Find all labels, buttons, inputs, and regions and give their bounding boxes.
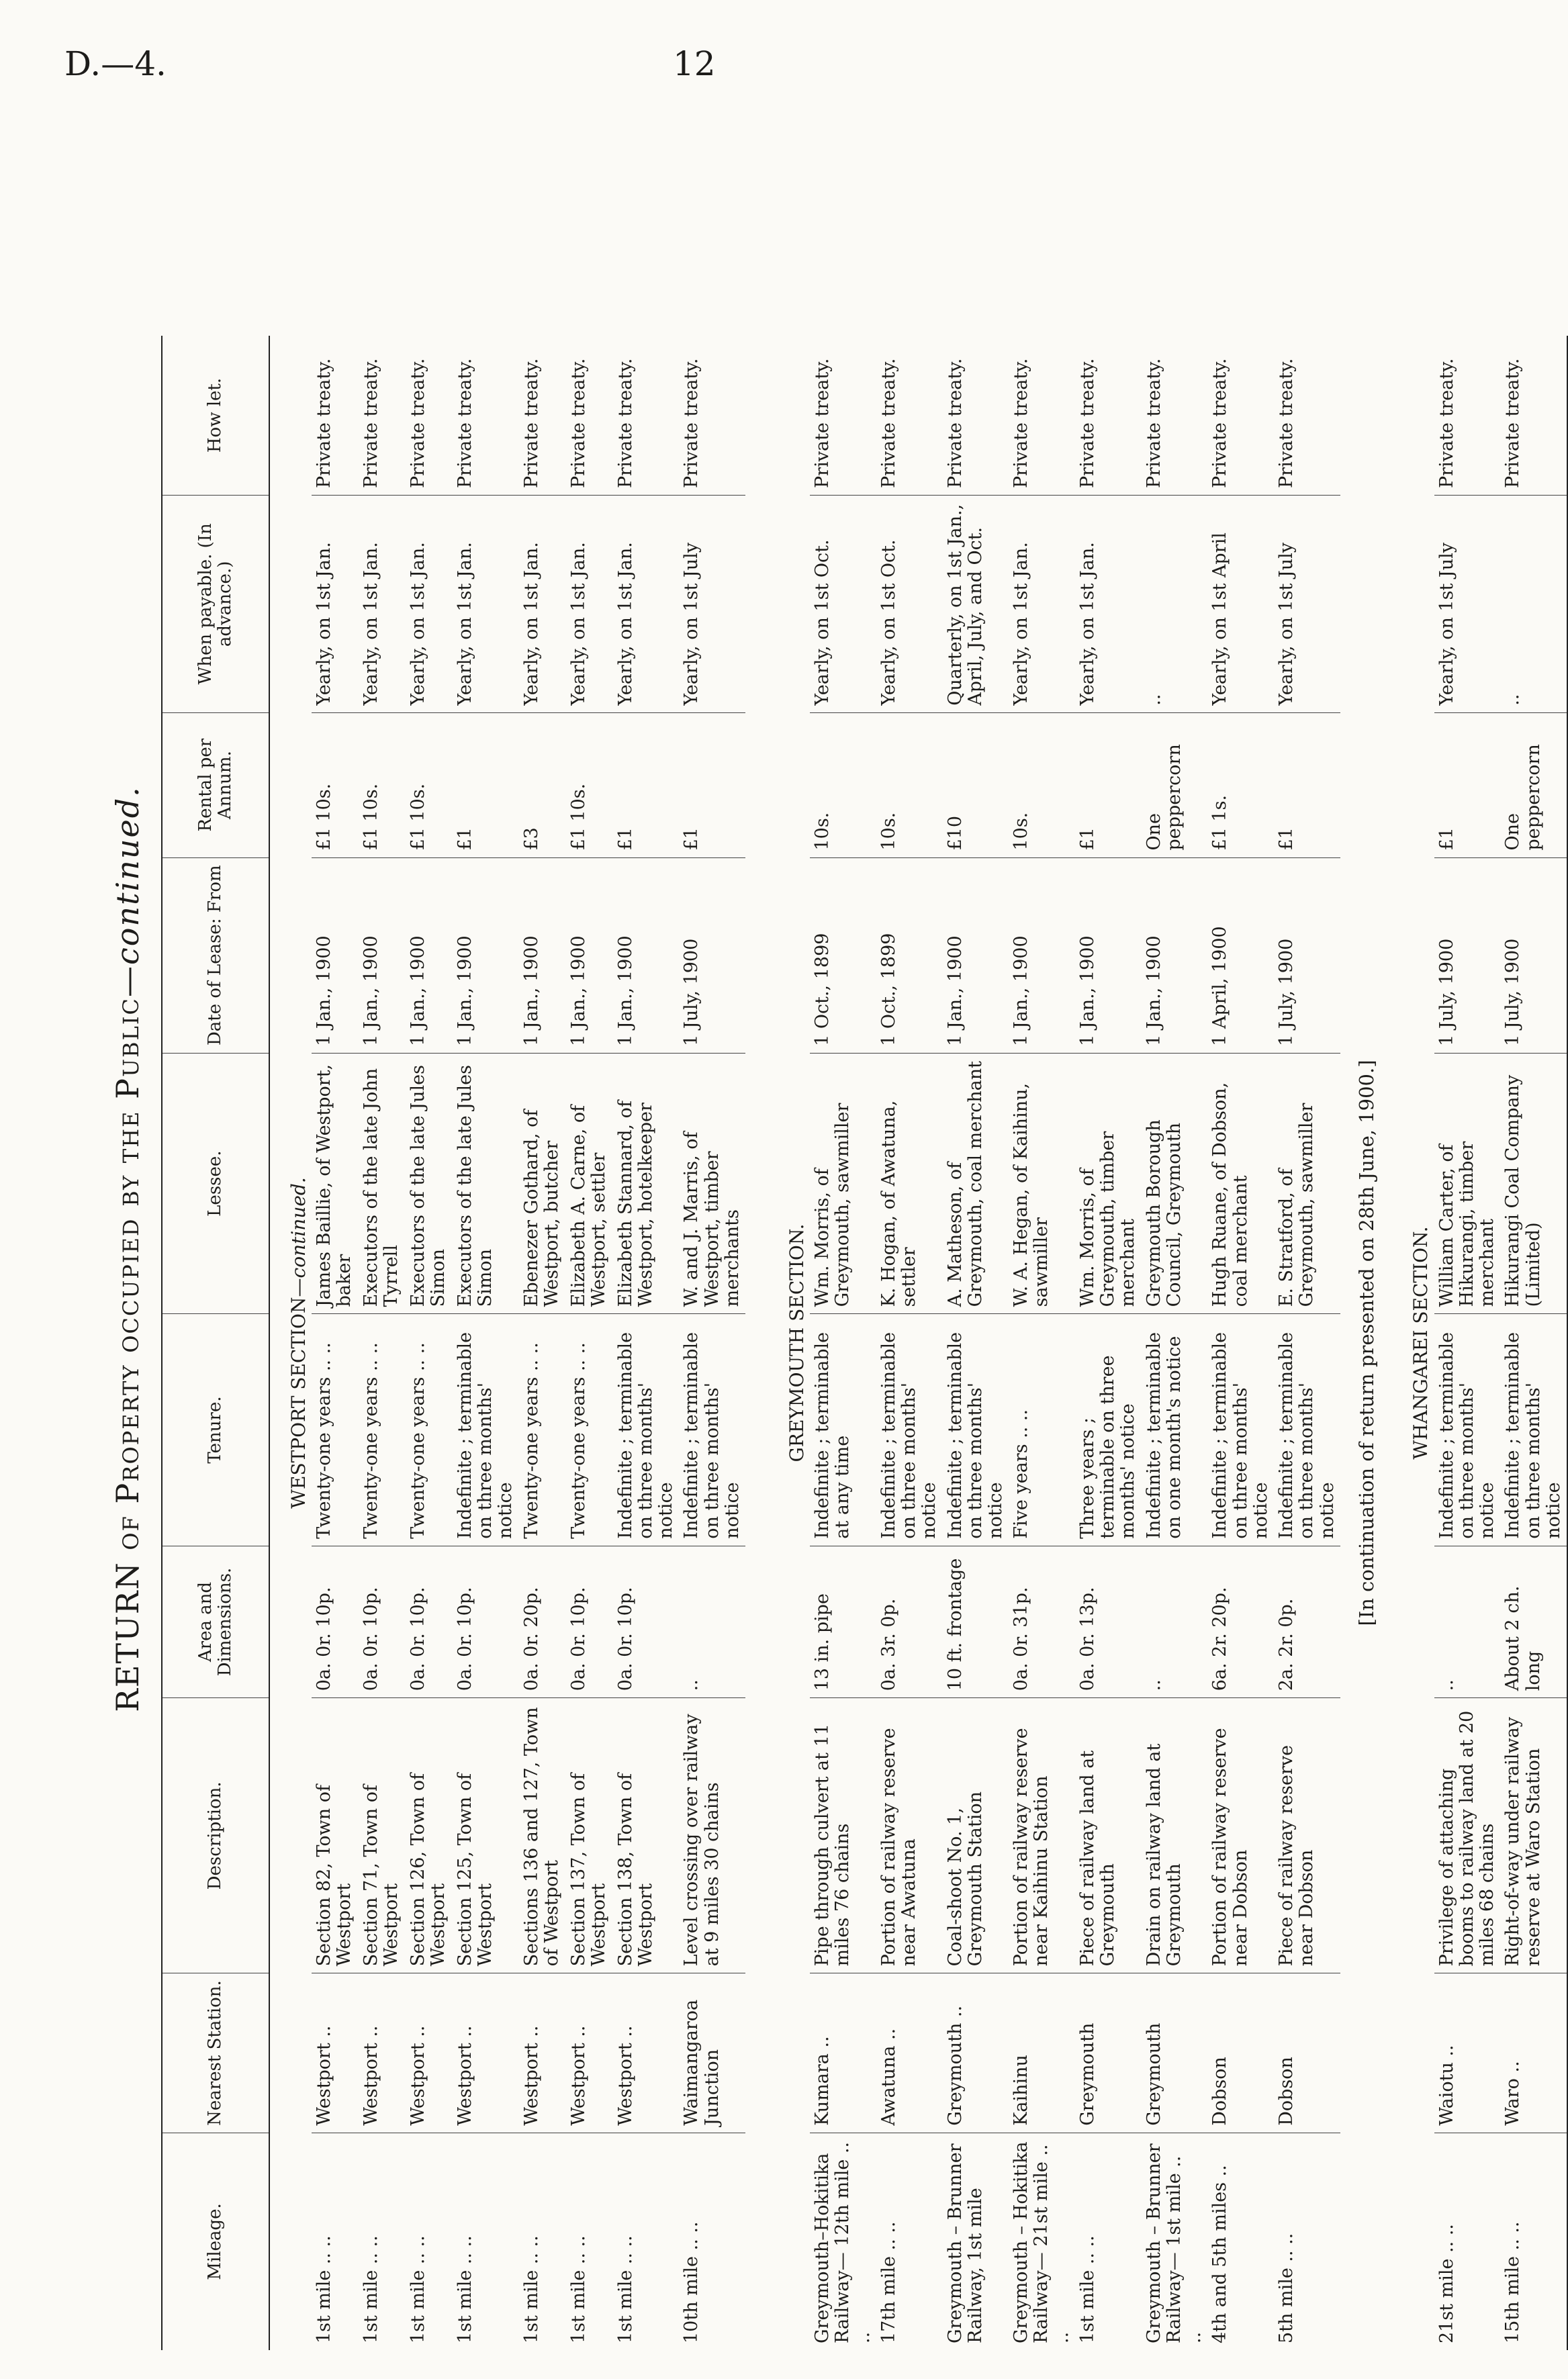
cell-description: Section 71, Town of Westport — [359, 1698, 406, 1973]
cell-lessee: Ebenezer Gothard, of Westport, butcher — [519, 1053, 566, 1313]
cell-area: 2a. 2r. 0p. — [1274, 1546, 1340, 1698]
cell-tenure: Indefinite ; terminable on three months' notice — [1274, 1314, 1340, 1546]
cell-description: Section 138, Town of Westport — [613, 1698, 680, 1973]
cell-when-payable: Yearly, on 1st Oct. — [876, 495, 943, 712]
cell-nearest-station: Greymouth — [1142, 1973, 1208, 2133]
cell-rental: £1 — [679, 712, 745, 857]
cell-area: 0a. 3r. 0p. — [876, 1546, 943, 1698]
westport-heading: WESTPORT SECTION—continued. — [287, 1177, 310, 1509]
title-suffix: continued. — [109, 786, 146, 966]
cell-lease-date: 1 Jan., 1900 — [312, 857, 359, 1053]
table-row — [406, 336, 453, 2350]
cell-tenure: Indefinite ; terminable on three months' notice — [453, 1314, 519, 1546]
cell-when-payable: Yearly, on 1st July — [1434, 495, 1501, 712]
cell-tenure: Twenty-one years .. .. — [566, 1314, 613, 1546]
table-row — [1009, 336, 1075, 2350]
cell-mileage: Greymouth–Hokitika Railway— 12th mile .. .. — [812, 2141, 874, 2343]
col-payable: When payable. (In advance.) — [162, 495, 269, 712]
table-row — [613, 336, 680, 2350]
cell-how-let: Private treaty. — [943, 336, 1009, 495]
cell-how-let: Private treaty. — [876, 336, 943, 495]
cell-lessee: A. Matheson, of Greymouth, coal merchant — [943, 1053, 1009, 1313]
cell-lessee: K. Hogan, of Awatuna, settler — [876, 1053, 943, 1313]
col-nearest-station: Nearest Station. — [162, 1973, 269, 2133]
cell-description: Piece of railway reserve near Dobson — [1274, 1698, 1340, 1973]
cell-nearest-station: Westport .. — [312, 1973, 359, 2133]
cell-tenure: Five years .. .. — [1009, 1314, 1075, 1546]
cell-mileage: 1st mile .. .. — [408, 2235, 428, 2343]
greymouth-heading-row — [768, 336, 810, 2350]
cell-nearest-station: Waimangaroa Junction — [679, 1973, 745, 2133]
cell-lessee: Wm. Morris, of Greymouth, sawmiller — [810, 1053, 876, 1313]
cell-when-payable: Yearly, on 1st Jan. — [1009, 495, 1075, 712]
cell-tenure: Twenty-one years .. .. — [406, 1314, 453, 1546]
cell-rental: 10s. — [876, 712, 943, 857]
cell-lessee: William Carter, of Hikurangi, timber merchant — [1434, 1053, 1501, 1313]
cell-when-payable: Yearly, on 1st April — [1207, 495, 1274, 712]
cell-rental: One peppercorn — [1142, 712, 1208, 857]
cell-lessee: James Baillie, of Westport, baker — [312, 1053, 359, 1313]
cell-mileage: 1st mile .. .. — [361, 2235, 381, 2343]
cell-nearest-station: Westport .. — [406, 1973, 453, 2133]
cell-description: Portion of railway reserve near Dobson — [1207, 1698, 1274, 1973]
cell-rental: £1 — [613, 712, 680, 857]
cell-description: Portion of railway reserve near Kaihinu Station — [1009, 1698, 1075, 1973]
col-area: Area and Dimensions. — [162, 1546, 269, 1698]
table-row — [1075, 336, 1142, 2350]
col-lessee: Lessee. — [162, 1053, 269, 1313]
cell-area: 0a. 0r. 20p. — [519, 1546, 566, 1698]
table-row — [566, 336, 613, 2350]
cell-how-let: Private treaty. — [359, 336, 406, 495]
cell-how-let: Private treaty. — [566, 336, 613, 495]
cell-description: Portion of railway reserve near Awatuna — [876, 1698, 943, 1973]
cell-area: 6a. 2r. 20p. — [1207, 1546, 1274, 1698]
cell-tenure: Three years ; terminable on three months' notice — [1075, 1314, 1142, 1546]
cell-rental: £1 — [453, 712, 519, 857]
cell-area: 0a. 0r. 31p. — [1009, 1546, 1075, 1698]
cell-lease-date: 1 July, 1900 — [1274, 857, 1340, 1053]
cell-area: 0a. 0r. 10p. — [453, 1546, 519, 1698]
cell-mileage: 5th mile .. .. — [1276, 2233, 1297, 2343]
col-rental: Rental per Annum. — [162, 712, 269, 857]
cell-lease-date: 1 Jan., 1900 — [359, 857, 406, 1053]
cell-how-let: Private treaty. — [1434, 336, 1501, 495]
cell-tenure: Twenty-one years .. .. — [359, 1314, 406, 1546]
continuation-note-row — [1340, 336, 1393, 2350]
cell-tenure: Indefinite ; terminable on three months' notice — [1500, 1314, 1567, 1546]
cell-lease-date: 1 July, 1900 — [1434, 857, 1501, 1053]
cell-when-payable: Yearly, on 1st Jan. — [613, 495, 680, 712]
cell-how-let: Private treaty. — [519, 336, 566, 495]
cell-nearest-station: Greymouth .. — [943, 1973, 1009, 2133]
cell-mileage: Greymouth – Brunner Railway, 1st mile — [944, 2143, 986, 2343]
cell-area: 0a. 0r. 10p. — [312, 1546, 359, 1698]
cell-lessee: W. and J. Marris, of Westport, timber merchants — [679, 1053, 745, 1313]
cell-description: Coal-shoot No. 1, Greymouth Station — [943, 1698, 1009, 1973]
whangarei-heading-row — [1393, 336, 1434, 2350]
cell-when-payable: Yearly, on 1st Oct. — [810, 495, 876, 712]
cell-nearest-station: Kumara .. — [810, 1973, 876, 2133]
table-row — [312, 336, 359, 2350]
cell-description: Pipe through culvert at 11 miles 76 chains — [810, 1698, 876, 1973]
cell-area: .. — [679, 1546, 745, 1698]
cell-lease-date: 1 Oct., 1899 — [876, 857, 943, 1053]
cell-rental: £1 10s. — [312, 712, 359, 857]
cell-nearest-station: Westport .. — [359, 1973, 406, 2133]
cell-mileage: 1st mile .. .. — [520, 2235, 542, 2343]
cell-area: 0a. 0r. 13p. — [1075, 1546, 1142, 1698]
col-tenure: Tenure. — [162, 1314, 269, 1546]
cell-tenure: Indefinite ; terminable at any time — [810, 1314, 876, 1546]
cell-nearest-station: Awatuna .. — [876, 1973, 943, 2133]
table-row — [1500, 336, 1567, 2350]
cell-rental: £1 10s. — [406, 712, 453, 857]
cell-lessee: Executors of the late John Tyrrell — [359, 1053, 406, 1313]
cell-lessee: Executors of the late Jules Simon — [453, 1053, 519, 1313]
cell-mileage: 1st mile .. .. — [567, 2235, 589, 2343]
cell-lessee: Elizabeth Stannard, of Westport, hotelkeeper — [613, 1053, 680, 1313]
cell-when-payable: Yearly, on 1st Jan. — [453, 495, 519, 712]
cell-when-payable: Yearly, on 1st July — [1274, 495, 1340, 712]
table-row — [1274, 336, 1340, 2350]
cell-mileage: 21st mile .. .. — [1436, 2224, 1457, 2343]
cell-description: Section 82, Town of Westport — [312, 1698, 359, 1973]
cell-lease-date: 1 April, 1900 — [1207, 857, 1274, 1053]
table-row — [1434, 336, 1501, 2350]
header-row — [162, 336, 269, 2350]
table-row — [1207, 336, 1274, 2350]
cell-lease-date: 1 Jan., 1900 — [566, 857, 613, 1053]
cell-area: 0a. 0r. 10p. — [566, 1546, 613, 1698]
col-date: Date of Lease: From — [162, 857, 269, 1053]
cell-how-let: Private treaty. — [1274, 336, 1340, 495]
cell-rental: 10s. — [1009, 712, 1075, 857]
table-row — [1142, 336, 1208, 2350]
cell-area: 0a. 0r. 10p. — [359, 1546, 406, 1698]
cell-nearest-station: Dobson — [1207, 1973, 1274, 2133]
cell-how-let: Private treaty. — [1075, 336, 1142, 495]
cell-mileage: 1st mile .. .. — [1076, 2235, 1098, 2343]
cell-lease-date: 1 Jan., 1900 — [519, 857, 566, 1053]
cell-how-let: Private treaty. — [453, 336, 519, 495]
cell-area: 10 ft. frontage — [943, 1546, 1009, 1698]
cell-lessee: Hugh Ruane, of Dobson, coal merchant — [1207, 1053, 1274, 1313]
cell-how-let: Private treaty. — [312, 336, 359, 495]
cell-how-let: Private treaty. — [1500, 336, 1567, 495]
cell-rental: £1 — [1274, 712, 1340, 857]
property-return-table — [161, 336, 1568, 2350]
cell-lessee: Elizabeth A. Carne, of Westport, settler — [566, 1053, 613, 1313]
cell-when-payable: Yearly, on 1st Jan. — [359, 495, 406, 712]
cell-lessee: Greymouth Borough Council, Greymouth — [1142, 1053, 1208, 1313]
cell-nearest-station: Westport .. — [519, 1973, 566, 2133]
cell-rental: £3 — [519, 712, 566, 857]
cell-tenure: Indefinite ; terminable on three months' notice — [613, 1314, 680, 1546]
table-row — [943, 336, 1009, 2350]
cell-how-let: Private treaty. — [679, 336, 745, 495]
cell-tenure: Indefinite ; terminable on three months' notice — [876, 1314, 943, 1546]
cell-when-payable: .. — [1142, 495, 1208, 712]
table-row — [359, 336, 406, 2350]
cell-how-let: Private treaty. — [810, 336, 876, 495]
cell-lease-date: 1 Jan., 1900 — [1009, 857, 1075, 1053]
cell-lessee: W. A. Hegan, of Kaihinu, sawmiller — [1009, 1053, 1075, 1313]
page-number: 12 — [673, 44, 716, 83]
cell-lease-date: 1 Jan., 1900 — [453, 857, 519, 1053]
table-row — [453, 336, 519, 2350]
cell-rental: £1 1s. — [1207, 712, 1274, 857]
table-row — [810, 336, 876, 2350]
cell-description: Privilege of attaching booms to railway land at 20 miles 68 chains — [1434, 1698, 1501, 1973]
cell-when-payable: Yearly, on 1st Jan. — [566, 495, 613, 712]
cell-lease-date: 1 July, 1900 — [1500, 857, 1567, 1053]
cell-mileage: Greymouth – Hokitika Railway— 21st mile .. .. — [1011, 2141, 1072, 2343]
cell-rental: £10 — [943, 712, 1009, 857]
cell-mileage: Greymouth – Brunner Railway— 1st mile .. .. — [1143, 2143, 1205, 2343]
col-mileage: Mileage. — [162, 2133, 269, 2350]
cell-rental: One peppercorn — [1500, 712, 1567, 857]
whangarei-heading: WHANGAREI SECTION. — [1410, 1226, 1432, 1460]
cell-when-payable: Yearly, on 1st July — [679, 495, 745, 712]
cell-mileage: 4th and 5th miles .. — [1209, 2165, 1231, 2343]
cell-lease-date: 1 Jan., 1900 — [1142, 857, 1208, 1053]
cell-tenure: Indefinite ; terminable on three months' notice — [679, 1314, 745, 1546]
cell-how-let: Private treaty. — [613, 336, 680, 495]
cell-description: Level crossing over railway at 9 miles 30 chains — [679, 1698, 745, 1973]
cell-lessee: Wm. Morris, of Greymouth, timber merchant — [1075, 1053, 1142, 1313]
westport-heading-row — [269, 336, 312, 2350]
cell-nearest-station: Westport .. — [613, 1973, 680, 2133]
cell-nearest-station: Westport .. — [453, 1973, 519, 2133]
cell-rental: £1 — [1075, 712, 1142, 857]
rotated-table-sheet — [94, 121, 1564, 2377]
cell-tenure: Indefinite ; terminable on three months' notice — [1434, 1314, 1501, 1546]
cell-lease-date: 1 Oct., 1899 — [810, 857, 876, 1053]
cell-nearest-station: Dobson — [1274, 1973, 1340, 2133]
cell-mileage: 1st mile .. .. — [455, 2235, 475, 2343]
cell-how-let: Private treaty. — [1009, 336, 1075, 495]
cell-when-payable: Quarterly, on 1st Jan., April, July, and Oct. — [943, 495, 1009, 712]
cell-area: .. — [1434, 1546, 1501, 1698]
cell-mileage: 10th mile .. .. — [681, 2221, 702, 2343]
table-row — [679, 336, 745, 2350]
cell-lessee: Hikurangi Coal Company (Limited) — [1500, 1053, 1567, 1313]
cell-lessee: E. Stratford, of Greymouth, sawmiller — [1274, 1053, 1340, 1313]
cell-lease-date: 1 Jan., 1900 — [1075, 857, 1142, 1053]
cell-how-let: Private treaty. — [406, 336, 453, 495]
cell-mileage: 1st mile .. .. — [614, 2235, 636, 2343]
cell-nearest-station: Kaihinu — [1009, 1973, 1075, 2133]
cell-area: .. — [1142, 1546, 1208, 1698]
cell-how-let: Private treaty. — [1207, 336, 1274, 495]
cell-rental: £1 10s. — [566, 712, 613, 857]
cell-description: Section 125, Town of Westport — [453, 1698, 519, 1973]
cell-tenure: Twenty-one years .. .. — [519, 1314, 566, 1546]
col-how-let: How let. — [162, 336, 269, 495]
cell-mileage: 1st mile .. .. — [314, 2235, 334, 2343]
cell-nearest-station: Westport .. — [566, 1973, 613, 2133]
cell-lease-date: 1 Jan., 1900 — [613, 857, 680, 1053]
cell-when-payable: Yearly, on 1st Jan. — [312, 495, 359, 712]
cell-lessee: Executors of the late Jules Simon — [406, 1053, 453, 1313]
cell-rental: £1 10s. — [359, 712, 406, 857]
table-row — [519, 336, 566, 2350]
cell-lease-date: 1 Jan., 1900 — [943, 857, 1009, 1053]
cell-lease-date: 1 Jan., 1900 — [406, 857, 453, 1053]
continuation-note: [In continuation of return presented on 28th June, 1900.] — [1354, 1060, 1378, 1626]
cell-nearest-station: Waiotu .. — [1434, 1973, 1501, 2133]
cell-nearest-station: Waro .. — [1500, 1973, 1567, 2133]
cell-description: Drain on railway land at Greymouth — [1142, 1698, 1208, 1973]
cell-tenure: Twenty-one years .. .. — [312, 1314, 359, 1546]
cell-area: 0a. 0r. 10p. — [613, 1546, 680, 1698]
cell-description: Section 126, Town of Westport — [406, 1698, 453, 1973]
greymouth-heading: GREYMOUTH SECTION. — [785, 1223, 808, 1462]
cell-lease-date: 1 July, 1900 — [679, 857, 745, 1053]
cell-description: Section 137, Town of Westport — [566, 1698, 613, 1973]
col-description: Description. — [162, 1698, 269, 1973]
cell-mileage: 17th mile .. .. — [878, 2221, 899, 2343]
cell-when-payable: Yearly, on 1st Jan. — [519, 495, 566, 712]
cell-when-payable: .. — [1500, 495, 1567, 712]
cell-area: 0a. 0r. 10p. — [406, 1546, 453, 1698]
cell-rental: 10s. — [810, 712, 876, 857]
cell-tenure: Indefinite ; terminable on one month's notice — [1142, 1314, 1208, 1546]
cell-mileage: 15th mile .. .. — [1500, 2133, 1567, 2350]
page-title — [94, 121, 161, 2377]
cell-tenure: Indefinite ; terminable on three months' notice — [943, 1314, 1009, 1546]
cell-rental: £1 — [1434, 712, 1501, 857]
cell-description: Right-of-way under railway reserve at Waro Station — [1500, 1698, 1567, 1973]
cell-description: Sections 136 and 127, Town of Westport — [519, 1698, 566, 1973]
cell-nearest-station: Greymouth — [1075, 1973, 1142, 2133]
cell-area: About 2 ch. long — [1500, 1546, 1567, 1698]
page-code: D.—4. — [64, 44, 167, 83]
cell-how-let: Private treaty. — [1142, 336, 1208, 495]
title-main: RETURN of Property occupied by the Public— — [109, 965, 146, 1712]
cell-area: 13 in. pipe — [810, 1546, 876, 1698]
cell-when-payable: Yearly, on 1st Jan. — [1075, 495, 1142, 712]
table-row — [876, 336, 943, 2350]
cell-description: Piece of railway land at Greymouth — [1075, 1698, 1142, 1973]
cell-when-payable: Yearly, on 1st Jan. — [406, 495, 453, 712]
cell-tenure: Indefinite ; terminable on three months' notice — [1207, 1314, 1274, 1546]
